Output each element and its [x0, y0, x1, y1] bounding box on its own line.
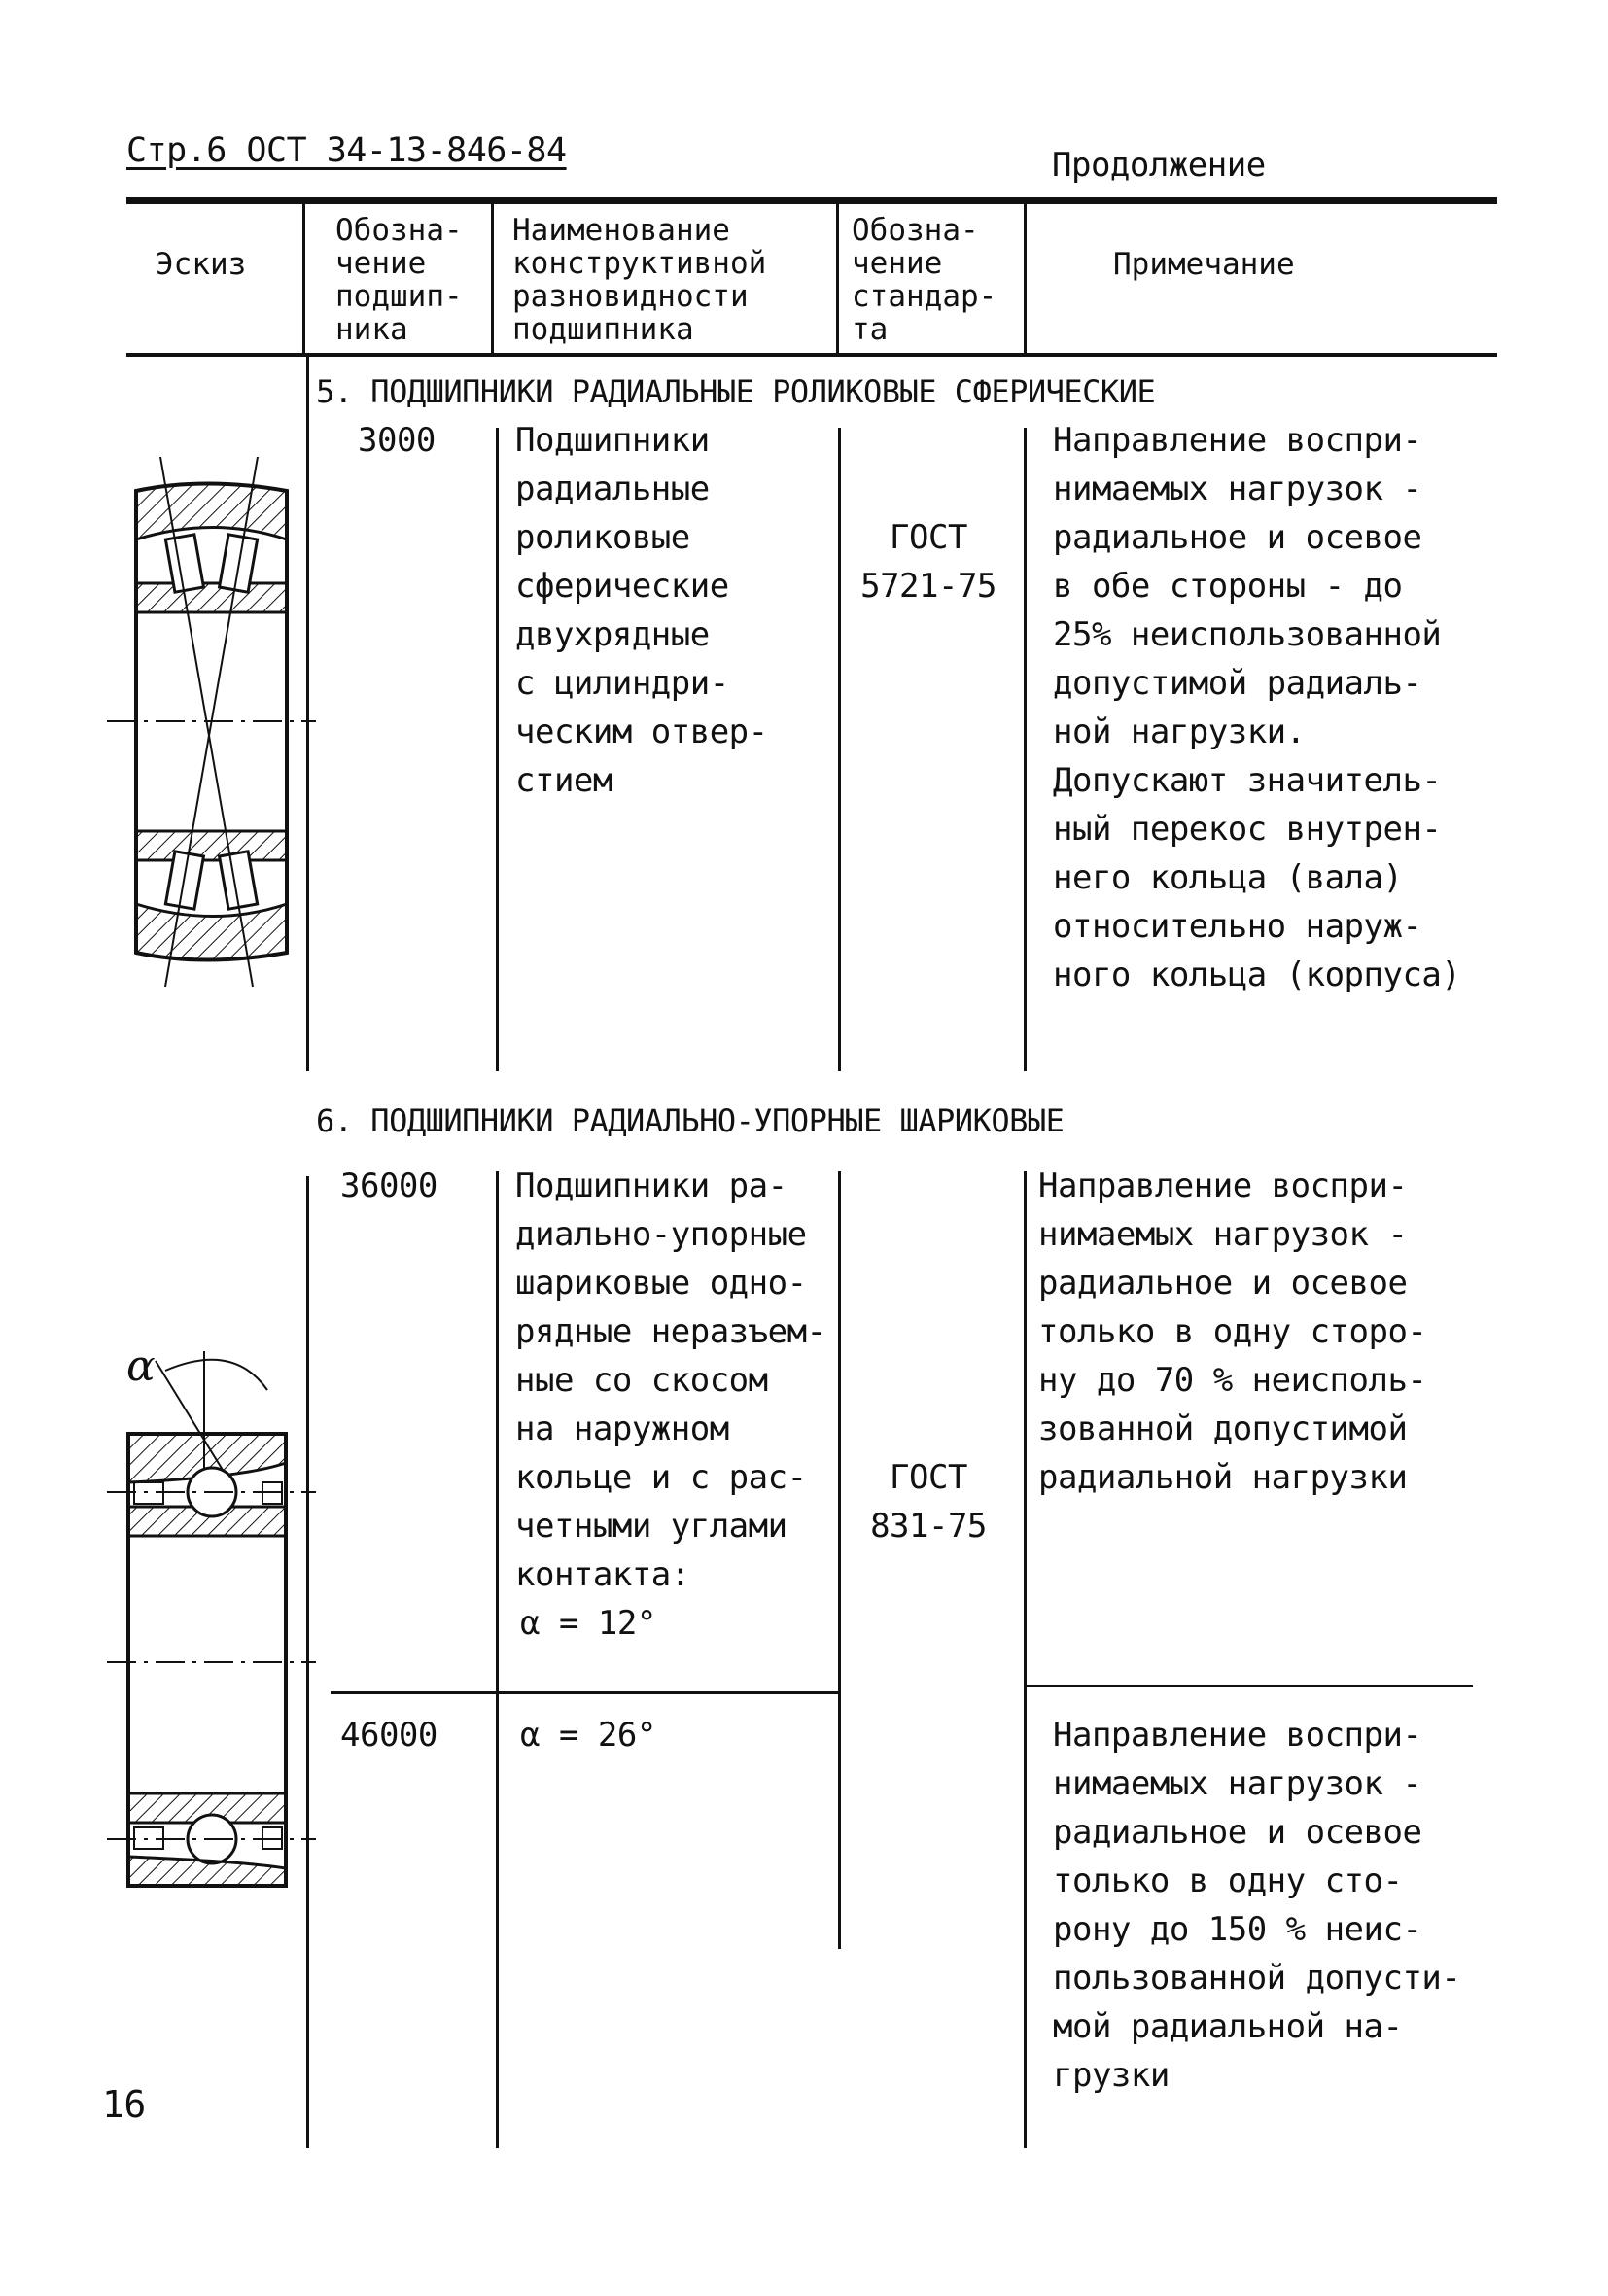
col-header-sketch: Эскиз [156, 247, 247, 282]
s6-divider-standard [838, 1171, 841, 1949]
s6-note-row2: Направление воспри- нимаемых нагрузок - радиальное и осевое только в одну сто- рону до 150 % неис- пользованной допусти- мой радиальной на- грузки [1053, 1716, 1461, 2095]
s6-note-row1: Направление воспри- нимаемых нагрузок - радиальное и осевое только в одну сторо- ну до 70 % неисполь- зованной допустимой радиальной нагрузки [1038, 1166, 1427, 1497]
s5-note: Направление воспри- нимаемых нагрузок - радиальное и осевое в обе стороны - до 25% неиспользованной допустимой радиаль- ной нагрузки. Допускают значитель- ный перекос внутрен- него кольца (вала) относительно наруж- ного кольца (корпуса) [1053, 421, 1461, 994]
s6-divider-name [496, 1171, 499, 2148]
angular-contact-ball-bearing-sketch [97, 1332, 321, 1915]
section-6-title: 6. ПОДШИПНИКИ РАДИАЛЬНО-УПОРНЫЕ ШАРИКОВЫЕ [316, 1102, 1065, 1139]
s5-divider-name [496, 428, 499, 1071]
col-header-standard: Обозна- чение стандар- та [852, 213, 997, 347]
s5-name: Подшипники радиальные роликовые сферические двухрядные с цилиндри- ческим отвер- стием [515, 421, 768, 800]
col-header-note: Примечание [1113, 247, 1295, 282]
s6-angle-26: α = 26° [520, 1716, 656, 1755]
s5-designation: 3000 [358, 421, 436, 460]
col-header-name: Наименование конструктивной разновидности подшипника [512, 213, 767, 347]
s6-name: Подшипники ра- диально-упорные шариковые одно- рядные неразъем- ные со скосом на наружном кольце и с рас- четными углами контакта: [515, 1166, 826, 1594]
col-divider-2 [491, 204, 494, 355]
s5-divider-note [1024, 428, 1027, 1071]
col-divider-4 [1024, 204, 1027, 355]
s6-angle-12: α = 12° [520, 1604, 656, 1643]
alpha-angle-label: α [126, 1341, 156, 1391]
s6-row-divider-left [331, 1691, 840, 1694]
page-number: 16 [102, 2083, 146, 2126]
col-divider-3 [836, 204, 839, 355]
section-5-title: 5. ПОДШИПНИКИ РАДИАЛЬНЫЕ РОЛИКОВЫЕ СФЕРИЧЕСКИЕ [316, 373, 1156, 410]
s6-designation-36000: 36000 [340, 1166, 437, 1205]
table-top-rule [126, 197, 1497, 204]
s6-standard: ГОСТ 831-75 [870, 1458, 987, 1546]
s6-divider-note [1024, 1171, 1027, 2148]
s5-standard: ГОСТ 5721-75 [860, 518, 996, 606]
s5-divider-standard [838, 428, 841, 1071]
s6-designation-46000: 46000 [340, 1716, 437, 1755]
col-divider-1 [302, 204, 305, 355]
s6-row-divider-right [1026, 1685, 1473, 1687]
page-reference: Стр.6 ОСТ 34-13-846-84 [126, 131, 567, 170]
continuation-label: Продолжение [1052, 146, 1266, 185]
spherical-roller-bearing-sketch [97, 447, 321, 991]
col-header-designation: Обозна- чение подшип- ника [335, 213, 463, 347]
table-header-rule [126, 353, 1497, 357]
